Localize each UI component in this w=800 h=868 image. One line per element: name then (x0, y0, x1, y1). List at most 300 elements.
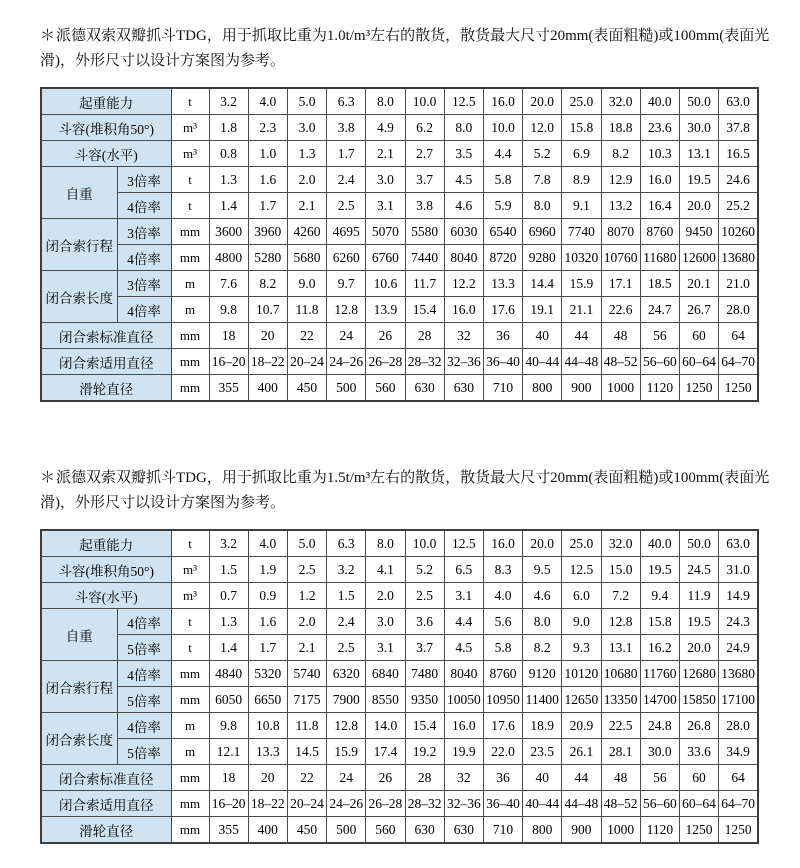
value-cell: 1.9 (248, 557, 287, 583)
value-cell: 4.6 (523, 583, 562, 609)
value-cell: 9280 (523, 245, 562, 271)
table-row-closing-rope-applicable-diameter (41, 349, 758, 375)
unit-cell: m (171, 297, 209, 323)
value-cell: 6760 (366, 245, 405, 271)
unit-cell: m³ (171, 115, 209, 141)
value-cell: 22.6 (601, 297, 640, 323)
value-cell: 8.0 (366, 88, 405, 115)
value-cell: 3960 (248, 219, 287, 245)
value-cell: 1.6 (248, 609, 287, 635)
value-cell: 2.0 (366, 583, 405, 609)
value-cell: 19.5 (679, 167, 718, 193)
product-note-text: 派德双索双瓣抓斗TDG，用于抓取比重为1.0t/m³左右的散货，散货最大尺寸20mm(表面粗糙)或100mm(表面光滑)，外形尺寸以设计方案图为参考。 (40, 28, 770, 69)
value-cell: 3.8 (405, 193, 444, 219)
value-cell: 4840 (209, 661, 248, 687)
unit-cell: mm (171, 687, 209, 713)
value-cell: 1.3 (209, 609, 248, 635)
value-cell: 6840 (366, 661, 405, 687)
value-cell: 6.3 (327, 88, 366, 115)
value-cell: 13.1 (679, 141, 718, 167)
value-cell: 8040 (444, 245, 483, 271)
value-cell: 2.1 (366, 141, 405, 167)
value-cell: 20.0 (679, 635, 718, 661)
product-note-text: 派德双索双瓣抓斗TDG，用于抓取比重为1.5t/m³左右的散货，散货最大尺寸20mm(表面粗糙)或100mm(表面光滑)，外形尺寸以设计方案图为参考。 (40, 470, 770, 511)
asterisk-marker: ＊ (40, 470, 56, 486)
value-cell: 8.3 (483, 557, 522, 583)
value-cell: 20.1 (679, 271, 718, 297)
product-note-tdg-1.0 (40, 24, 792, 74)
value-cell: 6320 (327, 661, 366, 687)
unit-cell: mm (171, 661, 209, 687)
asterisk-marker: ＊ (40, 28, 56, 44)
value-cell: 8040 (444, 661, 483, 687)
value-cell: 17.1 (601, 271, 640, 297)
value-cell: 1.7 (248, 635, 287, 661)
value-cell: 0.8 (209, 141, 248, 167)
value-cell: 9.7 (327, 271, 366, 297)
value-cell: 6.5 (444, 557, 483, 583)
unit-cell: t (171, 609, 209, 635)
value-cell: 20–24 (287, 791, 326, 817)
value-cell: 3.2 (209, 530, 248, 557)
value-cell: 4.0 (483, 583, 522, 609)
value-cell: 15.9 (327, 739, 366, 765)
value-cell: 20.9 (562, 713, 601, 739)
value-cell: 12.5 (444, 88, 483, 115)
value-cell: 1250 (679, 375, 718, 402)
value-cell: 23.5 (523, 739, 562, 765)
value-cell: 26 (366, 323, 405, 349)
unit-cell: mm (171, 765, 209, 791)
value-cell: 2.7 (405, 141, 444, 167)
value-cell: 20 (248, 765, 287, 791)
row-sublabel: 3倍率 (117, 271, 171, 297)
value-cell: 8.2 (248, 271, 287, 297)
value-cell: 20 (248, 323, 287, 349)
value-cell: 3.1 (366, 635, 405, 661)
unit-cell: m (171, 271, 209, 297)
value-cell: 24 (327, 323, 366, 349)
unit-cell: m³ (171, 141, 209, 167)
value-cell: 10050 (444, 687, 483, 713)
value-cell: 40–44 (523, 791, 562, 817)
value-cell: 710 (483, 817, 522, 844)
value-cell: 5.2 (523, 141, 562, 167)
value-cell: 1000 (601, 817, 640, 844)
value-cell: 450 (287, 817, 326, 844)
value-cell: 17.6 (483, 297, 522, 323)
value-cell: 0.9 (248, 583, 287, 609)
value-cell: 12.5 (562, 557, 601, 583)
value-cell: 4.6 (444, 193, 483, 219)
value-cell: 9350 (405, 687, 444, 713)
table-row-dead-weight-rate3 (41, 167, 758, 193)
value-cell: 15.9 (562, 271, 601, 297)
value-cell: 16.0 (640, 167, 679, 193)
value-cell: 44 (562, 323, 601, 349)
value-cell: 17.6 (483, 713, 522, 739)
value-cell: 32 (444, 323, 483, 349)
value-cell: 24.9 (719, 635, 758, 661)
table-row-closing-rope-travel-rate4 (41, 245, 758, 271)
value-cell: 1.7 (248, 193, 287, 219)
value-cell: 5.6 (483, 609, 522, 635)
value-cell: 10260 (719, 219, 758, 245)
value-cell: 560 (366, 817, 405, 844)
value-cell: 1000 (601, 375, 640, 402)
value-cell: 12.0 (523, 115, 562, 141)
value-cell: 3.2 (209, 88, 248, 115)
row-label: 闭合索长度 (41, 271, 117, 323)
value-cell: 24–26 (327, 349, 366, 375)
value-cell: 12.2 (444, 271, 483, 297)
row-label: 起重能力 (41, 88, 171, 115)
value-cell: 12.5 (444, 530, 483, 557)
value-cell: 28.0 (719, 297, 758, 323)
value-cell: 12600 (679, 245, 718, 271)
value-cell: 32–36 (444, 791, 483, 817)
table-row-bucket-volume-heap-50deg (41, 115, 758, 141)
table-row-bucket-volume-level (41, 583, 758, 609)
value-cell: 28.1 (601, 739, 640, 765)
value-cell: 18 (209, 323, 248, 349)
value-cell: 10950 (483, 687, 522, 713)
value-cell: 63.0 (719, 88, 758, 115)
value-cell: 18–22 (248, 349, 287, 375)
value-cell: 1120 (640, 375, 679, 402)
value-cell: 22.0 (483, 739, 522, 765)
table-row-closing-rope-length-rate4 (41, 713, 758, 739)
value-cell: 5.0 (287, 530, 326, 557)
value-cell: 11680 (640, 245, 679, 271)
table-row-closing-rope-travel-rate3 (41, 219, 758, 245)
value-cell: 2.3 (248, 115, 287, 141)
value-cell: 44–48 (562, 349, 601, 375)
value-cell: 8.0 (523, 193, 562, 219)
value-cell: 5280 (248, 245, 287, 271)
value-cell: 1250 (679, 817, 718, 844)
value-cell: 24.5 (679, 557, 718, 583)
value-cell: 450 (287, 375, 326, 402)
value-cell: 5.8 (483, 167, 522, 193)
unit-cell: mm (171, 817, 209, 844)
value-cell: 4.0 (248, 530, 287, 557)
value-cell: 16.0 (483, 88, 522, 115)
table-row-sheave-diameter (41, 817, 758, 844)
value-cell: 24.6 (719, 167, 758, 193)
value-cell: 7.2 (601, 583, 640, 609)
table-row-sheave-diameter (41, 375, 758, 402)
value-cell: 56–60 (640, 791, 679, 817)
value-cell: 20.0 (523, 530, 562, 557)
value-cell: 10.0 (405, 530, 444, 557)
value-cell: 25.0 (562, 88, 601, 115)
value-cell: 23.6 (640, 115, 679, 141)
value-cell: 355 (209, 375, 248, 402)
table-row-dead-weight-rate5 (41, 635, 758, 661)
value-cell: 2.0 (287, 609, 326, 635)
value-cell: 13.2 (601, 193, 640, 219)
value-cell: 24.8 (640, 713, 679, 739)
value-cell: 33.6 (679, 739, 718, 765)
value-cell: 16.0 (483, 530, 522, 557)
value-cell: 6960 (523, 219, 562, 245)
value-cell: 18.9 (523, 713, 562, 739)
unit-cell: m³ (171, 557, 209, 583)
value-cell: 37.8 (719, 115, 758, 141)
value-cell: 17.4 (366, 739, 405, 765)
value-cell: 6260 (327, 245, 366, 271)
value-cell: 13680 (719, 661, 758, 687)
value-cell: 400 (248, 817, 287, 844)
value-cell: 19.9 (444, 739, 483, 765)
table-row-bucket-volume-heap-50deg (41, 557, 758, 583)
value-cell: 14.0 (366, 713, 405, 739)
value-cell: 8070 (601, 219, 640, 245)
value-cell: 5.2 (405, 557, 444, 583)
value-cell: 4.5 (444, 635, 483, 661)
value-cell: 60 (679, 765, 718, 791)
value-cell: 28–32 (405, 349, 444, 375)
value-cell: 18 (209, 765, 248, 791)
value-cell: 19.1 (523, 297, 562, 323)
value-cell: 26–28 (366, 791, 405, 817)
value-cell: 25.0 (562, 530, 601, 557)
value-cell: 1.3 (209, 167, 248, 193)
value-cell: 15.0 (601, 557, 640, 583)
value-cell: 9.4 (640, 583, 679, 609)
value-cell: 4260 (287, 219, 326, 245)
value-cell: 630 (444, 375, 483, 402)
value-cell: 16.0 (444, 297, 483, 323)
value-cell: 22 (287, 323, 326, 349)
value-cell: 16.4 (640, 193, 679, 219)
spec-table-body (41, 88, 758, 401)
value-cell: 1.5 (209, 557, 248, 583)
row-label: 起重能力 (41, 530, 171, 557)
value-cell: 355 (209, 817, 248, 844)
unit-cell: m (171, 713, 209, 739)
value-cell: 9.3 (562, 635, 601, 661)
value-cell: 2.0 (287, 167, 326, 193)
value-cell: 21.1 (562, 297, 601, 323)
value-cell: 7175 (287, 687, 326, 713)
value-cell: 10.6 (366, 271, 405, 297)
value-cell: 1.4 (209, 635, 248, 661)
value-cell: 10.0 (483, 115, 522, 141)
value-cell: 15.4 (405, 713, 444, 739)
value-cell: 7740 (562, 219, 601, 245)
value-cell: 11.7 (405, 271, 444, 297)
value-cell: 2.4 (327, 167, 366, 193)
value-cell: 11400 (523, 687, 562, 713)
value-cell: 3.6 (405, 609, 444, 635)
value-cell: 50.0 (679, 88, 718, 115)
row-sublabel: 4倍率 (117, 713, 171, 739)
value-cell: 20–24 (287, 349, 326, 375)
value-cell: 10760 (601, 245, 640, 271)
table-row-closing-rope-travel-rate4 (41, 661, 758, 687)
unit-cell: mm (171, 245, 209, 271)
value-cell: 4.4 (444, 609, 483, 635)
value-cell: 16–20 (209, 791, 248, 817)
value-cell: 12.8 (327, 297, 366, 323)
value-cell: 8720 (483, 245, 522, 271)
row-label: 斗容(水平) (41, 141, 171, 167)
value-cell: 7.8 (523, 167, 562, 193)
value-cell: 1120 (640, 817, 679, 844)
value-cell: 1.4 (209, 193, 248, 219)
value-cell: 48 (601, 765, 640, 791)
row-label: 闭合索行程 (41, 661, 117, 713)
value-cell: 9.0 (562, 609, 601, 635)
value-cell: 2.5 (327, 635, 366, 661)
value-cell: 14.5 (287, 739, 326, 765)
value-cell: 8.2 (523, 635, 562, 661)
value-cell: 12.9 (601, 167, 640, 193)
value-cell: 11.9 (679, 583, 718, 609)
value-cell: 8.0 (366, 530, 405, 557)
value-cell: 9.8 (209, 297, 248, 323)
row-sublabel: 4倍率 (117, 609, 171, 635)
value-cell: 2.1 (287, 635, 326, 661)
table-row-closing-rope-length-rate5 (41, 739, 758, 765)
table-row-closing-rope-length-rate3 (41, 271, 758, 297)
value-cell: 3.0 (287, 115, 326, 141)
value-cell: 7900 (327, 687, 366, 713)
value-cell: 7480 (405, 661, 444, 687)
value-cell: 26.1 (562, 739, 601, 765)
value-cell: 15850 (679, 687, 718, 713)
value-cell: 4.1 (366, 557, 405, 583)
value-cell: 15.8 (640, 609, 679, 635)
value-cell: 500 (327, 375, 366, 402)
value-cell: 3.7 (405, 167, 444, 193)
value-cell: 13350 (601, 687, 640, 713)
value-cell: 60–64 (679, 791, 718, 817)
value-cell: 12.8 (601, 609, 640, 635)
value-cell: 1.5 (327, 583, 366, 609)
value-cell: 1.2 (287, 583, 326, 609)
unit-cell: t (171, 167, 209, 193)
value-cell: 14.4 (523, 271, 562, 297)
value-cell: 11.8 (287, 713, 326, 739)
value-cell: 60 (679, 323, 718, 349)
value-cell: 48–52 (601, 791, 640, 817)
value-cell: 9.8 (209, 713, 248, 739)
row-label: 闭合索适用直径 (41, 791, 171, 817)
value-cell: 40–44 (523, 349, 562, 375)
value-cell: 30.0 (679, 115, 718, 141)
value-cell: 24 (327, 765, 366, 791)
value-cell: 3.2 (327, 557, 366, 583)
value-cell: 56 (640, 323, 679, 349)
value-cell: 6030 (444, 219, 483, 245)
value-cell: 5.8 (483, 635, 522, 661)
value-cell: 8760 (640, 219, 679, 245)
value-cell: 26.8 (679, 713, 718, 739)
value-cell: 1.7 (327, 141, 366, 167)
value-cell: 1.3 (287, 141, 326, 167)
row-label: 滑轮直径 (41, 375, 171, 402)
value-cell: 6.2 (405, 115, 444, 141)
table-row-closing-rope-standard-diameter (41, 323, 758, 349)
value-cell: 2.5 (405, 583, 444, 609)
row-sublabel: 3倍率 (117, 219, 171, 245)
value-cell: 21.0 (719, 271, 758, 297)
value-cell: 16.0 (444, 713, 483, 739)
value-cell: 28.0 (719, 713, 758, 739)
row-label: 闭合索标准直径 (41, 765, 171, 791)
row-sublabel: 5倍率 (117, 687, 171, 713)
value-cell: 13.3 (483, 271, 522, 297)
row-label: 闭合索适用直径 (41, 349, 171, 375)
value-cell: 6.9 (562, 141, 601, 167)
value-cell: 4.0 (248, 88, 287, 115)
value-cell: 0.7 (209, 583, 248, 609)
value-cell: 64–70 (719, 791, 758, 817)
value-cell: 64 (719, 323, 758, 349)
value-cell: 8.9 (562, 167, 601, 193)
value-cell: 2.1 (287, 193, 326, 219)
row-label: 闭合索标准直径 (41, 323, 171, 349)
value-cell: 8.0 (444, 115, 483, 141)
value-cell: 13680 (719, 245, 758, 271)
unit-cell: mm (171, 219, 209, 245)
value-cell: 28 (405, 765, 444, 791)
value-cell: 28 (405, 323, 444, 349)
row-label: 闭合索行程 (41, 219, 117, 271)
value-cell: 8.0 (523, 609, 562, 635)
table-row-closing-rope-applicable-diameter (41, 791, 758, 817)
value-cell: 3.8 (327, 115, 366, 141)
value-cell: 900 (562, 375, 601, 402)
value-cell: 560 (366, 375, 405, 402)
row-sublabel: 4倍率 (117, 661, 171, 687)
unit-cell: mm (171, 375, 209, 402)
value-cell: 24.3 (719, 609, 758, 635)
unit-cell: t (171, 193, 209, 219)
value-cell: 24.7 (640, 297, 679, 323)
value-cell: 32.0 (601, 530, 640, 557)
value-cell: 14700 (640, 687, 679, 713)
value-cell: 5580 (405, 219, 444, 245)
value-cell: 3.1 (366, 193, 405, 219)
value-cell: 48 (601, 323, 640, 349)
table-row-closing-rope-travel-rate5 (41, 687, 758, 713)
value-cell: 12650 (562, 687, 601, 713)
product-note-tdg-1.5 (40, 466, 792, 516)
table-row-bucket-volume-level (41, 141, 758, 167)
value-cell: 1250 (719, 817, 758, 844)
unit-cell: t (171, 530, 209, 557)
row-sublabel: 4倍率 (117, 245, 171, 271)
value-cell: 34.9 (719, 739, 758, 765)
unit-cell: t (171, 88, 209, 115)
value-cell: 3.0 (366, 167, 405, 193)
value-cell: 64 (719, 765, 758, 791)
value-cell: 8.2 (601, 141, 640, 167)
value-cell: 4.5 (444, 167, 483, 193)
value-cell: 24–26 (327, 791, 366, 817)
value-cell: 56–60 (640, 349, 679, 375)
value-cell: 36–40 (483, 791, 522, 817)
value-cell: 26 (366, 765, 405, 791)
spec-table-body (41, 530, 758, 843)
value-cell: 40.0 (640, 530, 679, 557)
value-cell: 16.2 (640, 635, 679, 661)
value-cell: 36 (483, 323, 522, 349)
